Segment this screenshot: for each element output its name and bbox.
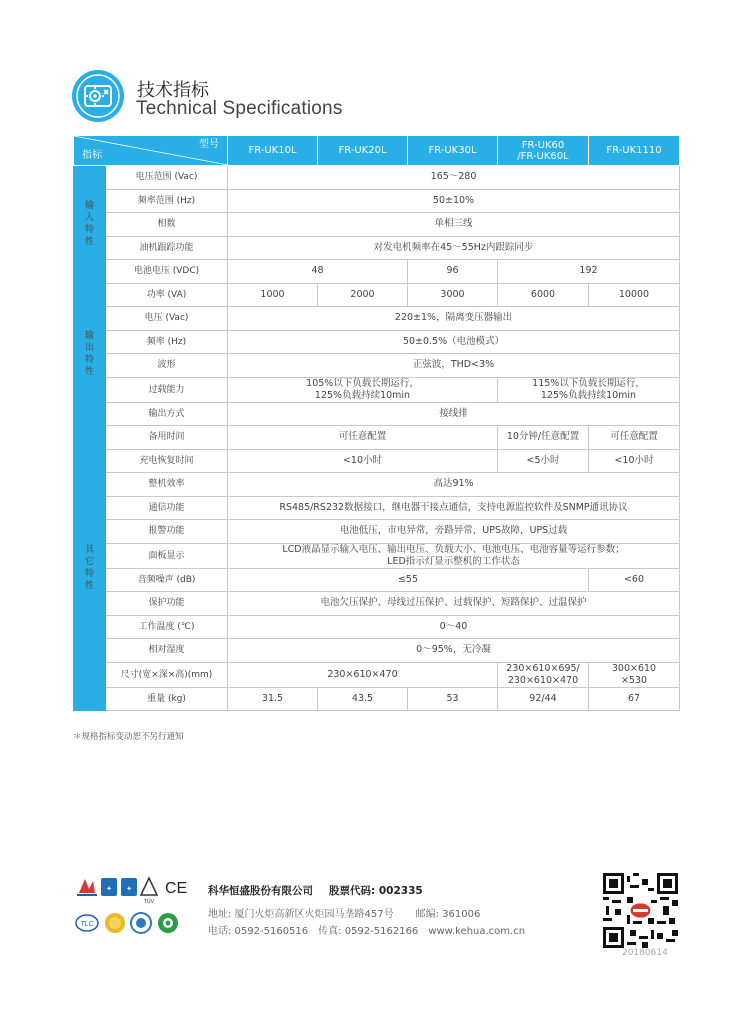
row-value: 96 <box>408 260 498 284</box>
row-label: 电池电压 (VDC) <box>106 260 228 284</box>
table-row <box>74 662 680 687</box>
row-value: <10小时 <box>589 449 680 473</box>
row-value: 2000 <box>318 283 408 307</box>
model-header: FR-UK1110 <box>589 136 680 166</box>
row-label: 功率 (VA) <box>106 283 228 307</box>
model-header: FR-UK20L <box>318 136 408 166</box>
row-value: 10000 <box>589 283 680 307</box>
row-value: 50±10% <box>228 189 680 213</box>
table-row <box>74 236 680 260</box>
certification-logos <box>75 875 197 940</box>
tuv-logo-icon <box>141 878 157 905</box>
award-badge-icon <box>105 913 125 933</box>
cqc-logo-2-icon <box>121 878 137 896</box>
company-name: 科华恒盛股份有限公司 <box>208 885 313 897</box>
row-value: 92/44 <box>498 687 589 711</box>
table-row <box>74 687 680 711</box>
row-value: ≤55 <box>228 568 589 592</box>
gear-settings-icon <box>70 68 126 124</box>
row-label: 相对湿度 <box>106 639 228 663</box>
svg-text:✦: ✦ <box>126 885 132 893</box>
row-value: 43.5 <box>318 687 408 711</box>
row-label: 波形 <box>106 354 228 378</box>
tlc-logo-icon <box>76 915 98 931</box>
row-label: 电压范围 (Vac) <box>106 166 228 190</box>
row-label: 工作温度 (℃) <box>106 615 228 639</box>
company-line <box>208 883 423 898</box>
row-value: 1000 <box>228 283 318 307</box>
row-value: 单相三线 <box>228 213 680 237</box>
contact-line <box>208 922 525 937</box>
table-row <box>74 543 680 568</box>
table-row <box>74 377 680 402</box>
table-row <box>74 307 680 331</box>
green-cert-icon <box>158 913 178 933</box>
row-label: 重量 (kg) <box>106 687 228 711</box>
table-row <box>74 402 680 426</box>
row-value: 165～280 <box>228 166 680 190</box>
row-label: 相数 <box>106 213 228 237</box>
row-value: 67 <box>589 687 680 711</box>
page-title-en: Technical Specifications <box>136 98 343 119</box>
row-value: <60 <box>589 568 680 592</box>
phone: 电话: 0592-5160516 <box>208 926 309 937</box>
row-value: 105%以下负载长期运行， 125%负载持续10min <box>228 377 498 402</box>
row-value: 192 <box>498 260 680 284</box>
china-brand-logo-icon <box>77 879 97 895</box>
row-label: 通信功能 <box>106 496 228 520</box>
row-label: 油机跟踪功能 <box>106 236 228 260</box>
fax: 传真: 0592-5162166 <box>318 926 419 937</box>
row-value: 3000 <box>408 283 498 307</box>
website-link[interactable]: www.kehua.com.cn <box>428 926 526 937</box>
group-other-label: 其 它 特 性 <box>74 426 106 711</box>
row-label: 频率 (Hz) <box>106 330 228 354</box>
ce-mark-icon <box>165 880 187 897</box>
row-value: 230×610×470 <box>228 662 498 687</box>
row-value: LCD液晶显示输入电压、输出电压、负载大小、电池电压、电池容量等运行参数； LED指示灯显示整机的工作状态 <box>228 543 680 568</box>
row-value: 115%以下负载长期运行， 125%负载持续10min <box>498 377 680 402</box>
row-label: 充电恢复时间 <box>106 449 228 473</box>
row-value: 220±1%，隔离变压器输出 <box>228 307 680 331</box>
row-value: 6000 <box>498 283 589 307</box>
table-row <box>74 568 680 592</box>
row-value: <10小时 <box>228 449 498 473</box>
row-label: 电压 (Vac) <box>106 307 228 331</box>
corner-spec-label: 指标 <box>82 150 102 161</box>
stock-code: 股票代码: 002335 <box>329 885 423 897</box>
svg-text:✦: ✦ <box>106 885 112 893</box>
table-row <box>74 520 680 544</box>
table-row <box>74 639 680 663</box>
row-label: 面板显示 <box>106 543 228 568</box>
row-label: 备用时间 <box>106 426 228 450</box>
table-row <box>74 330 680 354</box>
row-value: 接线排 <box>228 402 680 426</box>
table-row <box>74 615 680 639</box>
header-corner <box>74 136 228 166</box>
svg-text:CE: CE <box>165 880 188 897</box>
table-row <box>74 213 680 237</box>
table-row <box>74 260 680 284</box>
row-value: 10分钟/任意配置 <box>498 426 589 450</box>
table-row <box>74 189 680 213</box>
table-row <box>74 473 680 497</box>
row-value: 230×610×695/ 230×610×470 <box>498 662 589 687</box>
page-title-cn: 技术指标 <box>137 80 209 101</box>
spec-table <box>73 135 680 711</box>
table-row <box>74 283 680 307</box>
row-value: 高达91% <box>228 473 680 497</box>
table-row <box>74 496 680 520</box>
row-value: 50±0.5%（电池模式） <box>228 330 680 354</box>
row-label: 输出方式 <box>106 402 228 426</box>
table-header-row <box>74 136 680 166</box>
address-line <box>208 905 480 920</box>
model-header: FR-UK60 /FR-UK60L <box>498 136 589 166</box>
row-value: 0～95%，无冷凝 <box>228 639 680 663</box>
row-label: 音频噪声 (dB) <box>106 568 228 592</box>
company-address: 地址: 厦门火炬高新区火炬园马垄路457号 <box>208 909 394 920</box>
print-date: 20180614 <box>622 948 668 958</box>
corner-model-label: 型号 <box>199 139 219 150</box>
svg-text:TÜV: TÜV <box>144 899 154 905</box>
row-value: 31.5 <box>228 687 318 711</box>
table-row <box>74 592 680 616</box>
table-row <box>74 354 680 378</box>
row-value: 正弦波，THD<3% <box>228 354 680 378</box>
row-value: 48 <box>228 260 408 284</box>
table-row <box>74 426 680 450</box>
qr-code-icon[interactable] <box>603 873 678 948</box>
row-value: 53 <box>408 687 498 711</box>
model-header: FR-UK30L <box>408 136 498 166</box>
row-label: 报警功能 <box>106 520 228 544</box>
row-value: 对发电机频率在45～55Hz内跟踪同步 <box>228 236 680 260</box>
quality-seal-icon <box>131 913 151 933</box>
group-output-label: 输 出 特 性 <box>74 283 106 426</box>
row-value: <5小时 <box>498 449 589 473</box>
postcode: 邮编: 361006 <box>415 909 481 920</box>
row-value: 300×610 ×530 <box>589 662 680 687</box>
footnote: ＊规格指标变动恕不另行通知 <box>73 732 184 742</box>
row-label: 过载能力 <box>106 377 228 402</box>
row-label: 整机效率 <box>106 473 228 497</box>
svg-text:TLC: TLC <box>80 921 94 928</box>
row-value: 0～40 <box>228 615 680 639</box>
row-label: 保护功能 <box>106 592 228 616</box>
table-row <box>74 449 680 473</box>
row-label: 尺寸(宽×深×高)(mm) <box>106 662 228 687</box>
row-value: 电池欠压保护、母线过压保护、过载保护、短路保护、过温保护 <box>228 592 680 616</box>
row-value: 可任意配置 <box>589 426 680 450</box>
row-label: 频率范围 (Hz) <box>106 189 228 213</box>
table-row <box>74 166 680 190</box>
cqc-logo-icon <box>101 878 117 896</box>
group-input-label: 输 入 特 性 <box>74 166 106 284</box>
row-value: RS485/RS232数据接口，继电器干接点通信，支持电源监控软件及SNMP通讯协议 <box>228 496 680 520</box>
row-value: 可任意配置 <box>228 426 498 450</box>
model-header: FR-UK10L <box>228 136 318 166</box>
row-value: 电池低压，市电异常，旁路异常，UPS故障，UPS过载 <box>228 520 680 544</box>
